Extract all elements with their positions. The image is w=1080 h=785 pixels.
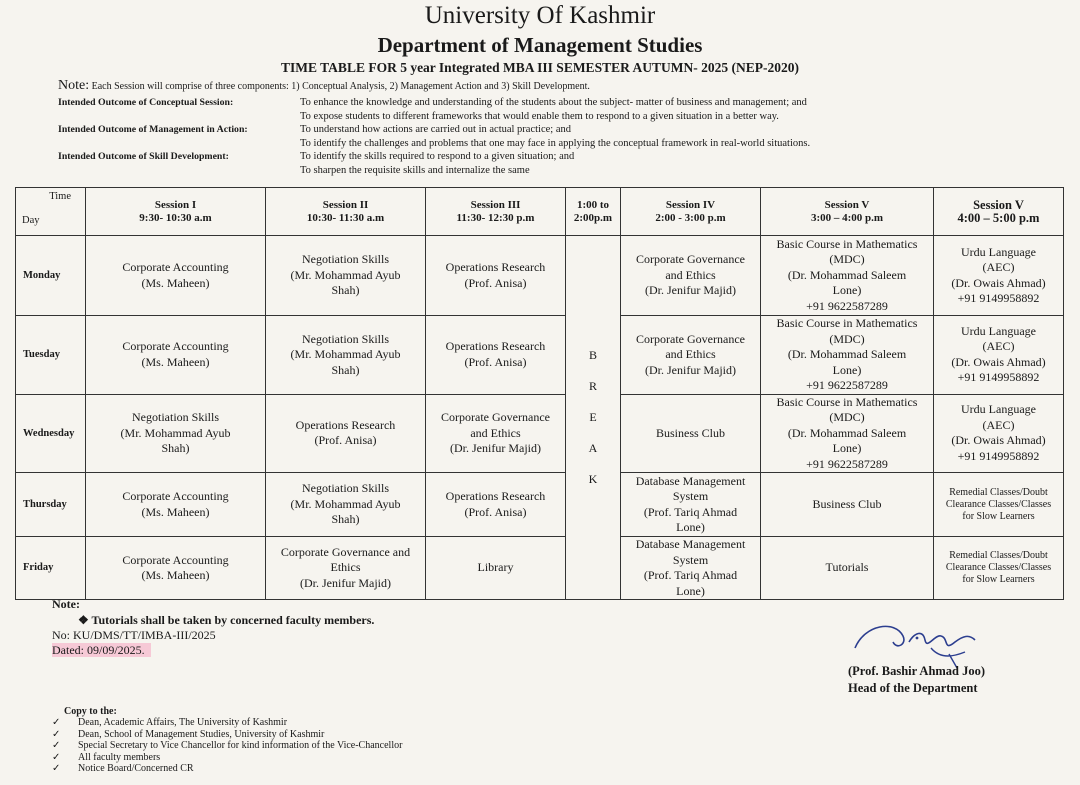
- cell-line: Basic Course in Mathematics: [776, 394, 918, 409]
- cell-line: Corporate Accounting: [122, 260, 229, 274]
- tutorial-note: ❖ Tutorials shall be taken by concerned faculty members.: [78, 613, 375, 627]
- class-cell: [761, 316, 934, 395]
- list-item: [52, 752, 402, 764]
- cell-line: (Mr. Mohammad Ayub: [290, 347, 401, 361]
- class-cell: [621, 316, 761, 395]
- cell-line: Tutorials: [825, 560, 869, 575]
- copy-to-list: [52, 717, 402, 775]
- cell-line: Urdu Language: [961, 244, 1036, 259]
- cell-line: for Slow Learners: [962, 510, 1035, 522]
- outcome-text: [300, 150, 1058, 177]
- check-icon: ✓: [52, 763, 61, 774]
- handwritten-signature: [845, 612, 990, 672]
- class-cell: [621, 473, 761, 537]
- break-cell: [566, 236, 621, 600]
- cell-line: Lone): [676, 583, 705, 598]
- copy-recipient: Special Secretary to Vice Chancellor for kind information of the Vice-Chancellor: [78, 740, 403, 751]
- cell-line: Operations Research: [445, 489, 546, 503]
- corner-time: Time: [49, 191, 71, 202]
- day-label: Friday: [16, 537, 86, 600]
- date-line: [52, 643, 151, 658]
- header-row: [16, 188, 1064, 236]
- cell-line: and Ethics: [665, 347, 716, 361]
- class-cell: [86, 394, 266, 473]
- cell-line: Lone): [676, 520, 705, 534]
- session-header: [266, 188, 426, 236]
- day-label: Tuesday: [16, 316, 86, 395]
- session-header: [426, 188, 566, 236]
- class-cell: [761, 537, 934, 600]
- class-cell: [86, 473, 266, 537]
- cell-line: Negotiation Skills: [302, 481, 389, 496]
- cell-line: Corporate Accounting: [122, 489, 229, 503]
- cell-line: (Dr. Mohammad Saleem: [787, 267, 907, 282]
- cell-line: Ethics: [330, 560, 361, 575]
- university-name: University Of Kashmir: [424, 2, 656, 29]
- class-cell: [934, 236, 1064, 316]
- class-cell: [761, 236, 934, 316]
- session-name: Session II: [322, 198, 369, 211]
- copy-recipient: Dean, School of Management Studies, University of Kashmir: [78, 728, 325, 740]
- cell-line: Shah): [331, 512, 360, 527]
- outcome-line: To enhance the knowledge and understanding of the students about the subject- matter of business and management; and: [300, 97, 807, 108]
- cell-line: (Prof. Anisa): [464, 275, 527, 290]
- day-label: Thursday: [16, 473, 86, 537]
- cell-line: Lone): [832, 283, 862, 298]
- cell-line: Business Club: [812, 496, 882, 511]
- cell-line: +91 9622587289: [806, 456, 888, 471]
- class-cell: [934, 473, 1064, 537]
- cell-line: Negotiation Skills: [302, 331, 389, 346]
- class-cell: [761, 473, 934, 537]
- break-letter: K: [588, 472, 598, 486]
- session-time: 10:30- 11:30 a.m: [306, 211, 385, 224]
- cell-line: Remedial Classes/Doubt: [949, 550, 1048, 561]
- cell-line: and Ethics: [470, 425, 521, 440]
- list-item: [52, 763, 402, 775]
- class-cell: [934, 537, 1064, 600]
- cell-line: Corporate Governance and: [280, 544, 411, 559]
- cell-line: Urdu Language: [961, 402, 1036, 417]
- session-time: 4:00 – 5:00 p.m: [957, 210, 1040, 225]
- class-cell: [934, 394, 1064, 473]
- cell-line: (Prof. Anisa): [464, 354, 527, 369]
- cell-line: (AEC): [982, 260, 1015, 274]
- table-row: [16, 537, 1064, 600]
- check-icon: ✓: [52, 717, 61, 728]
- note-text: Each Session will comprise of three components: 1) Conceptual Analysis, 2) Management Action and 3) Skill Development.: [91, 81, 590, 92]
- class-cell: [426, 316, 566, 395]
- cell-line: (Dr. Jenifur Majid): [300, 575, 391, 590]
- cell-line: (Dr. Mohammad Saleem: [787, 425, 907, 440]
- outcome-label: Intended Outcome of Skill Development:: [58, 151, 229, 163]
- outcome-label: Intended Outcome of Conceptual Session:: [58, 97, 234, 108]
- note-label: Note:: [58, 78, 90, 93]
- cell-line: (AEC): [982, 339, 1015, 354]
- cell-line: Business Club: [655, 425, 725, 440]
- break-letter: B: [588, 348, 597, 362]
- cell-line: (Dr. Jenifur Majid): [450, 441, 541, 455]
- cell-line: System: [672, 552, 709, 567]
- class-cell: [266, 236, 426, 316]
- cell-line: (Mr. Mohammad Ayub: [120, 425, 231, 440]
- cell-line: (Dr. Mohammad Saleem: [787, 347, 907, 361]
- outcome-text: [300, 123, 1058, 150]
- cell-line: Negotiation Skills: [302, 252, 389, 267]
- session-header: [621, 188, 761, 236]
- cell-line: Corporate Governance: [441, 410, 550, 424]
- signatory-name: (Prof. Bashir Ahmad Joo): [848, 664, 986, 678]
- session-time: 2:00 - 3:00 p.m: [655, 211, 726, 224]
- copy-recipient: All faculty members: [78, 751, 161, 763]
- outcome-row: [58, 150, 1058, 177]
- cell-line: (Prof. Tariq Ahmad: [643, 504, 738, 519]
- class-cell: [266, 537, 426, 600]
- cell-line: (Ms. Maheen): [141, 568, 210, 582]
- cell-line: Basic Course in Mathematics: [776, 236, 918, 251]
- class-cell: [86, 537, 266, 600]
- day-label: Wednesday: [16, 394, 86, 473]
- class-cell: [621, 236, 761, 316]
- class-cell: [86, 236, 266, 316]
- session-name: Session IV: [665, 198, 716, 211]
- corner-day: Day: [22, 215, 40, 226]
- outcome-line: To understand how actions are carried out in actual practice; and: [300, 124, 571, 136]
- class-cell: [426, 394, 566, 473]
- session-name: Session V: [824, 198, 870, 211]
- cell-line: (Dr. Owais Ahmad): [951, 354, 1046, 369]
- intended-outcomes: [58, 96, 1058, 178]
- footer-note-label: Note:: [52, 597, 80, 611]
- table-row: [16, 236, 1064, 316]
- reference-number: No: KU/DMS/TT/IMBA-III/2025: [52, 628, 216, 642]
- cell-line: Operations Research: [295, 417, 396, 432]
- class-cell: [266, 316, 426, 395]
- cell-line: Corporate Governance: [636, 331, 745, 346]
- cell-line: Remedial Classes/Doubt: [949, 486, 1048, 498]
- outcome-row: [58, 96, 1058, 123]
- cell-line: (Mr. Mohammad Ayub: [290, 496, 401, 511]
- class-cell: [761, 394, 934, 473]
- cell-line: Basic Course in Mathematics: [776, 316, 918, 330]
- outcome-text: [300, 96, 1058, 123]
- cell-line: Database Management: [635, 473, 746, 488]
- cell-line: +91 9149958892: [957, 448, 1040, 463]
- cell-line: (Ms. Maheen): [141, 354, 210, 369]
- timetable: [15, 187, 1064, 600]
- class-cell: [426, 537, 566, 600]
- list-item: [52, 717, 402, 729]
- cell-line: Operations Research: [445, 339, 546, 354]
- cell-line: Clearance Classes/Classes: [945, 562, 1052, 573]
- cell-line: (Dr. Owais Ahmad): [951, 433, 1046, 448]
- cell-line: (MDC): [829, 331, 865, 346]
- outcome-label: Intended Outcome of Management in Action:: [58, 124, 248, 136]
- session-header: [566, 188, 621, 236]
- cell-line: Lone): [832, 441, 862, 455]
- cell-line: (Dr. Jenifur Majid): [645, 362, 736, 377]
- session-time: 11:30- 12:30 p.m: [456, 211, 535, 224]
- cell-line: (Ms. Maheen): [141, 504, 210, 519]
- cell-line: Corporate Accounting: [122, 339, 229, 354]
- cell-line: (Prof. Anisa): [464, 504, 527, 519]
- class-cell: [266, 473, 426, 537]
- session-name: Session I: [154, 198, 197, 211]
- class-cell: [426, 473, 566, 537]
- class-cell: [621, 394, 761, 473]
- cell-line: Lone): [832, 362, 862, 377]
- outcome-row: [58, 123, 1058, 150]
- cell-line: +91 9149958892: [957, 291, 1040, 305]
- session-note: [58, 78, 590, 94]
- cell-line: +91 9149958892: [957, 370, 1040, 385]
- session-header: [761, 188, 934, 236]
- list-item: [52, 740, 402, 752]
- list-item: [52, 729, 402, 741]
- signatory-title: Head of the Department: [848, 681, 978, 695]
- copy-recipient: Notice Board/Concerned CR: [78, 763, 194, 774]
- table-row: [16, 394, 1064, 473]
- break-letter: A: [588, 441, 598, 455]
- cell-line: (MDC): [829, 410, 865, 424]
- class-cell: [934, 316, 1064, 395]
- cell-line: (Prof. Anisa): [314, 433, 377, 448]
- outcome-line: To expose students to different frameworks that would enable them to respond to a given situation in a better way.: [300, 110, 779, 122]
- session-time: 2:00p.m: [573, 211, 613, 224]
- day-label: Monday: [16, 236, 86, 316]
- check-icon: ✓: [52, 751, 61, 763]
- cell-line: Negotiation Skills: [132, 410, 219, 424]
- break-letter: E: [589, 410, 597, 424]
- cell-line: (MDC): [829, 252, 865, 267]
- timetable-title: TIME TABLE FOR 5 year Integrated MBA III SEMESTER AUTUMN- 2025 (NEP-2020): [281, 60, 799, 75]
- cell-line: Shah): [331, 362, 360, 377]
- cell-line: Operations Research: [445, 260, 546, 274]
- cell-line: Shah): [161, 441, 190, 455]
- check-icon: ✓: [52, 740, 61, 751]
- class-cell: [86, 316, 266, 395]
- table-row: [16, 316, 1064, 395]
- date-text: Dated: 09/09/2025.: [52, 643, 151, 657]
- cell-line: for Slow Learners: [962, 574, 1035, 585]
- cell-line: Clearance Classes/Classes: [945, 498, 1052, 510]
- copy-recipient: Dean, Academic Affairs, The University of Kashmir: [78, 717, 288, 728]
- check-icon: ✓: [52, 728, 61, 740]
- outcome-line: To sharpen the requisite skills and internalize the same: [300, 164, 530, 176]
- class-cell: [621, 537, 761, 600]
- cell-line: Urdu Language: [961, 323, 1036, 338]
- session-name: 1:00 to: [576, 198, 610, 211]
- class-cell: [426, 236, 566, 316]
- class-cell: [266, 394, 426, 473]
- copy-to-heading: Copy to the:: [64, 706, 117, 717]
- cell-line: (Dr. Owais Ahmad): [951, 275, 1046, 290]
- cell-line: System: [672, 489, 709, 503]
- session-header: [86, 188, 266, 236]
- break-letter: R: [588, 379, 597, 393]
- session-time: 3:00 – 4:00 p.m: [810, 211, 884, 224]
- cell-line: (Dr. Jenifur Majid): [645, 283, 736, 298]
- department-name: Department of Management Studies: [377, 33, 703, 57]
- cell-line: (AEC): [982, 417, 1015, 432]
- cell-line: (Ms. Maheen): [141, 275, 210, 290]
- cell-line: Corporate Accounting: [122, 552, 229, 567]
- session-time: 9:30- 10:30 a.m: [139, 211, 212, 224]
- table-row: [16, 473, 1064, 537]
- corner-cell: [16, 188, 86, 236]
- cell-line: Shah): [331, 283, 360, 298]
- session-header: [934, 188, 1064, 236]
- cell-line: +91 9622587289: [806, 298, 888, 313]
- cell-line: (Prof. Tariq Ahmad: [643, 568, 738, 582]
- outcome-line: To identify the skills required to respond to a given situation; and: [300, 151, 575, 163]
- cell-line: and Ethics: [665, 267, 716, 282]
- outcome-line: To identify the challenges and problems that one may face in applying the conceptual framework in real-world situations.: [300, 137, 811, 149]
- session-name: Session III: [470, 198, 521, 211]
- cell-line: Database Management: [635, 537, 746, 551]
- session-name: Session V: [973, 197, 1024, 212]
- cell-line: Corporate Governance: [636, 252, 745, 267]
- cell-line: +91 9622587289: [806, 378, 888, 392]
- cell-line: Library: [477, 560, 514, 575]
- cell-line: (Mr. Mohammad Ayub: [290, 267, 401, 282]
